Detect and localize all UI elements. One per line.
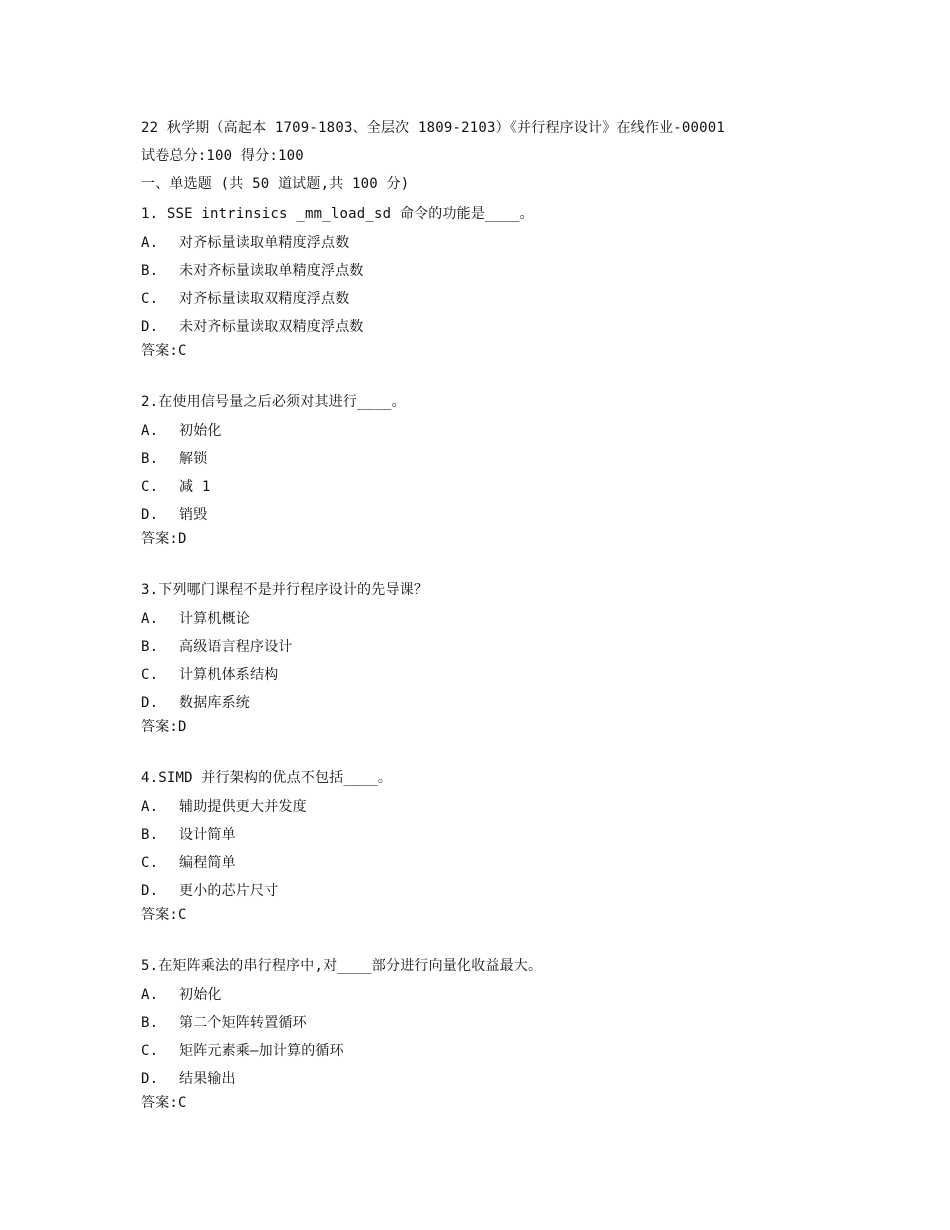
- option-text: 未对齐标量读取双精度浮点数: [179, 319, 364, 335]
- option-c: [141, 661, 921, 689]
- document-page: [141, 117, 921, 1141]
- option-text: 更小的芯片尺寸: [179, 883, 279, 899]
- answer-line: 答案:C: [141, 343, 187, 359]
- answer-line: 答案:C: [141, 907, 187, 923]
- option-label: C.: [141, 291, 159, 307]
- option-text: 高级语言程序设计: [179, 639, 293, 655]
- option-label: C.: [141, 1043, 159, 1059]
- option-label: B.: [141, 827, 159, 843]
- document-title: 22 秋学期（高起本 1709-1803、全层次 1809-2103）《并行程序设计》在线作业-00001: [141, 120, 726, 136]
- option-a: [141, 417, 921, 445]
- option-text: 数据库系统: [179, 695, 250, 711]
- option-d: [141, 501, 921, 529]
- answer-line: 答案:D: [141, 531, 187, 547]
- option-text: 未对齐标量读取单精度浮点数: [179, 263, 364, 279]
- option-label: A.: [141, 987, 159, 1003]
- option-label: C.: [141, 855, 159, 871]
- question-stem: 3.下列哪门课程不是并行程序设计的先导课？: [141, 582, 429, 598]
- option-text: 对齐标量读取单精度浮点数: [179, 235, 350, 251]
- option-text: 矩阵元素乘—加计算的循环: [179, 1043, 344, 1059]
- option-text: 对齐标量读取双精度浮点数: [179, 291, 350, 307]
- question-3: [141, 577, 921, 739]
- option-label: B.: [141, 451, 159, 467]
- question-4: [141, 765, 921, 927]
- option-label: D.: [141, 507, 159, 523]
- option-label: D.: [141, 319, 159, 335]
- question-stem: 2.在使用信号量之后必须对其进行____。: [141, 394, 406, 410]
- option-text: 结果输出: [179, 1071, 236, 1087]
- option-label: B.: [141, 639, 159, 655]
- answer-line: 答案:C: [141, 1095, 187, 1111]
- option-d: [141, 877, 921, 905]
- option-label: D.: [141, 1071, 159, 1087]
- option-text: 编程简单: [179, 855, 236, 871]
- question-5: [141, 953, 921, 1115]
- option-label: C.: [141, 667, 159, 683]
- question-stem: 5.在矩阵乘法的串行程序中,对____部分进行向量化收益最大。: [141, 958, 543, 974]
- option-text: 设计简单: [179, 827, 236, 843]
- option-d: [141, 689, 921, 717]
- option-b: [141, 1009, 921, 1037]
- option-text: 计算机体系结构: [179, 667, 279, 683]
- option-label: A.: [141, 235, 159, 251]
- option-d: [141, 1065, 921, 1093]
- option-b: [141, 257, 921, 285]
- option-a: [141, 605, 921, 633]
- option-a: [141, 981, 921, 1009]
- option-label: B.: [141, 1015, 159, 1031]
- option-b: [141, 633, 921, 661]
- option-a: [141, 793, 921, 821]
- option-text: 辅助提供更大并发度: [179, 799, 307, 815]
- option-label: A.: [141, 423, 159, 439]
- option-label: B.: [141, 263, 159, 279]
- answer-line: 答案:D: [141, 719, 187, 735]
- option-label: A.: [141, 611, 159, 627]
- section-heading: 一、单选题 (共 50 道试题,共 100 分): [141, 176, 410, 192]
- option-label: C.: [141, 479, 159, 495]
- question-stem: 4.SIMD 并行架构的优点不包括____。: [141, 770, 393, 786]
- question-2: [141, 389, 921, 551]
- option-label: A.: [141, 799, 159, 815]
- question-1: [141, 201, 921, 363]
- option-c: [141, 849, 921, 877]
- option-b: [141, 445, 921, 473]
- question-stem: 1. SSE intrinsics _mm_load_sd 命令的功能是____。: [141, 206, 534, 222]
- option-c: [141, 285, 921, 313]
- option-label: D.: [141, 883, 159, 899]
- option-text: 第二个矩阵转置循环: [179, 1015, 307, 1031]
- option-a: [141, 229, 921, 257]
- option-b: [141, 821, 921, 849]
- option-text: 初始化: [179, 423, 222, 439]
- option-d: [141, 313, 921, 341]
- option-text: 销毁: [179, 507, 208, 523]
- score-summary: 试卷总分:100 得分:100: [141, 148, 304, 164]
- option-c: [141, 1037, 921, 1065]
- option-text: 计算机概论: [179, 611, 250, 627]
- option-text: 减 1: [179, 479, 211, 495]
- option-text: 解锁: [179, 451, 208, 467]
- option-text: 初始化: [179, 987, 222, 1003]
- option-c: [141, 473, 921, 501]
- option-label: D.: [141, 695, 159, 711]
